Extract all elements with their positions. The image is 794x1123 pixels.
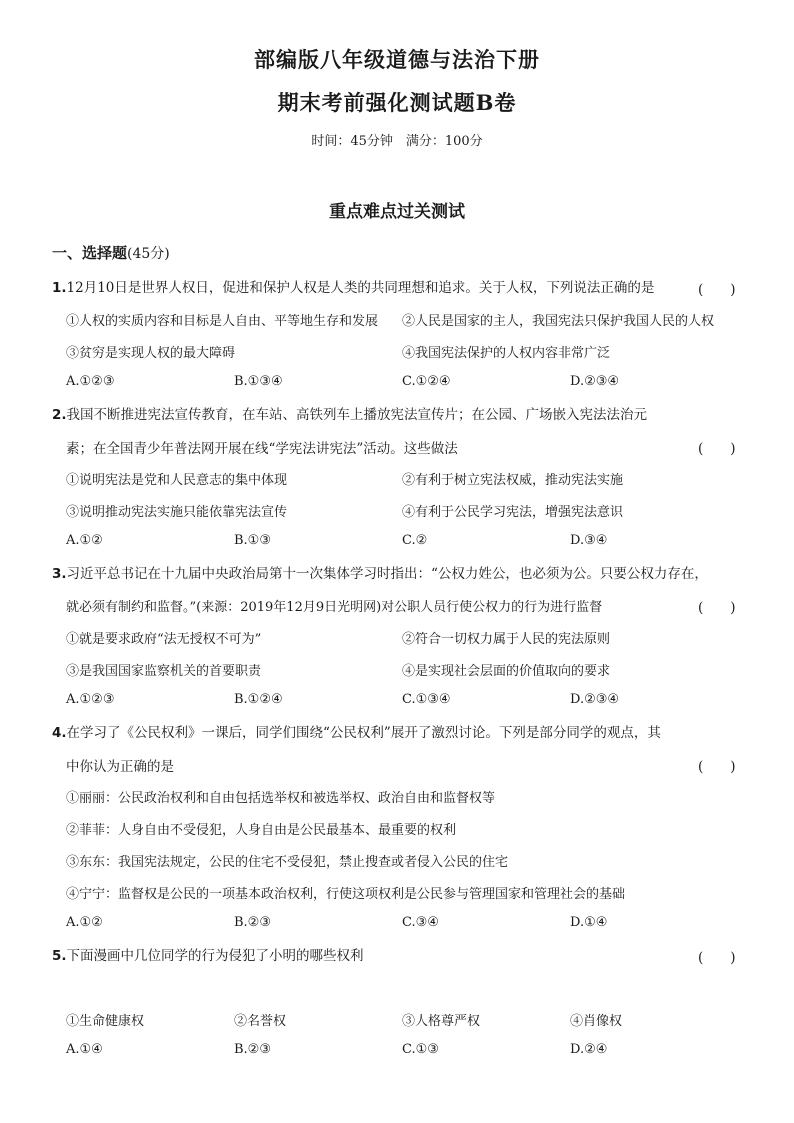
option-2: ②符合一切权力属于人民的宪法原则: [402, 632, 611, 647]
answer-c[interactable]: C.②: [402, 533, 428, 548]
answer-b[interactable]: B.①③: [234, 533, 271, 548]
answer-d[interactable]: D.②④: [570, 1042, 608, 1057]
question-text: 12月10日是世界人权日，促进和保护人权是人类的共同理想和追求。关于人权，下列说法正确的是: [66, 280, 655, 296]
answer-bracket: ( ): [698, 441, 736, 457]
option-2: ②菲菲：人身自由不受侵犯，人身自由是公民最基本、最重要的权利: [66, 823, 457, 838]
answer-bracket: ( ): [698, 759, 736, 775]
answer-b[interactable]: B.②③: [234, 915, 271, 930]
option-3: ③东东：我国宪法规定，公民的住宅不受侵犯，禁止搜查或者侵入公民的住宅: [66, 855, 509, 870]
part-score: (45分): [127, 246, 170, 262]
answer-c[interactable]: C.①③: [402, 1042, 439, 1057]
question-number: 3.: [52, 566, 67, 582]
option-3: ③是我国国家监察机关的首要职责: [66, 664, 262, 679]
answer-b[interactable]: B.②③: [234, 1042, 271, 1057]
answer-d[interactable]: D.②③④: [570, 692, 620, 707]
option-1: ①就是要求政府“法无授权不可为”: [66, 632, 262, 647]
answer-b[interactable]: B.①③④: [234, 374, 283, 389]
question-3-stem: [52, 564, 742, 584]
answer-c[interactable]: C.①②④: [402, 374, 451, 389]
option-2: ②名誉权: [234, 1014, 287, 1029]
option-1: ①说明宪法是党和人民意志的集中体现: [66, 473, 288, 488]
option-4: ④肖像权: [570, 1014, 623, 1029]
answer-a[interactable]: A.①②: [66, 533, 103, 548]
option-3: ③说明推动宪法实施只能依靠宪法宣传: [66, 505, 288, 520]
answer-a[interactable]: A.①④: [66, 1042, 103, 1057]
question-number: 5.: [52, 948, 67, 964]
answer-d[interactable]: D.③④: [570, 533, 608, 548]
answer-c[interactable]: C.①③④: [402, 692, 451, 707]
answer-b[interactable]: B.①②④: [234, 692, 283, 707]
option-1: ①人权的实质内容和目标是人自由、平等地生存和发展: [66, 314, 379, 329]
option-3: ③贫穷是实现人权的最大障碍: [66, 346, 236, 361]
question-4-stem: [52, 723, 742, 743]
section-title: 重点难点过关测试: [329, 202, 465, 222]
question-text: 习近平总书记在十九届中央政治局第十一次集体学习时指出：“公权力姓公，也必须为公。只要公权力存在，: [66, 566, 708, 582]
option-4: ④宁宁：监督权是公民的一项基本政治权利，行使这项权利是公民参与管理国家和管理社会的基础: [66, 887, 626, 902]
answer-d[interactable]: D.①④: [570, 915, 608, 930]
option-4: ④是实现社会层面的价值取向的要求: [402, 664, 611, 679]
answer-bracket: ( ): [698, 282, 736, 298]
part-label: 一、选择题: [52, 244, 128, 262]
part-heading: [52, 242, 170, 263]
answer-a[interactable]: A.①②③: [66, 374, 115, 389]
exam-title: 部编版八年级道德与法治下册: [254, 47, 540, 72]
question-1-stem: [52, 278, 742, 298]
answer-bracket: ( ): [698, 600, 736, 616]
exam-subtitle: 期末考前强化测试题B卷: [277, 90, 517, 115]
question-number: 1.: [52, 280, 67, 296]
option-1: ①丽丽：公民政治权利和自由包括选举权和被选举权、政治自由和监督权等: [66, 791, 496, 806]
option-3: ③人格尊严权: [402, 1014, 481, 1029]
option-2: ②人民是国家的主人，我国宪法只保护我国人民的人权: [402, 314, 715, 329]
question-2-stem: [52, 405, 742, 425]
question-number: 2.: [52, 407, 67, 423]
option-2: ②有利于树立宪法权威，推动宪法实施: [402, 473, 624, 488]
question-5-stem: [52, 946, 742, 966]
question-text: 在学习了《公民权利》一课后，同学们围绕“公民权利”展开了激烈讨论。下列是部分同学的观点，其: [66, 725, 661, 741]
question-number: 4.: [52, 725, 67, 741]
exam-meta: 时间：45分钟 满分：100分: [311, 134, 483, 149]
answer-a[interactable]: A.①②③: [66, 692, 115, 707]
question-text: 我国不断推进宪法宣传教育，在车站、高铁列车上播放宪法宣传片；在公园、广场嵌入宪法法治元: [66, 407, 648, 423]
question-4-stem-cont: 中你认为正确的是: [66, 759, 174, 775]
option-1: ①生命健康权: [66, 1014, 145, 1029]
question-3-stem-cont: 就必须有制约和监督。”(来源：2019年12月9日光明网)对公职人员行使公权力的行为进行监督: [66, 600, 603, 615]
answer-c[interactable]: C.③④: [402, 915, 439, 930]
option-4: ④有利于公民学习宪法，增强宪法意识: [402, 505, 624, 520]
answer-bracket: ( ): [698, 950, 736, 966]
answer-d[interactable]: D.②③④: [570, 374, 620, 389]
question-2-stem-cont: 素；在全国青少年普法网开展在线“学宪法讲宪法”活动。这些做法: [66, 441, 458, 457]
question-text: 下面漫画中几位同学的行为侵犯了小明的哪些权利: [66, 948, 364, 964]
option-4: ④我国宪法保护的人权内容非常广泛: [402, 346, 611, 361]
answer-a[interactable]: A.①②: [66, 915, 103, 930]
